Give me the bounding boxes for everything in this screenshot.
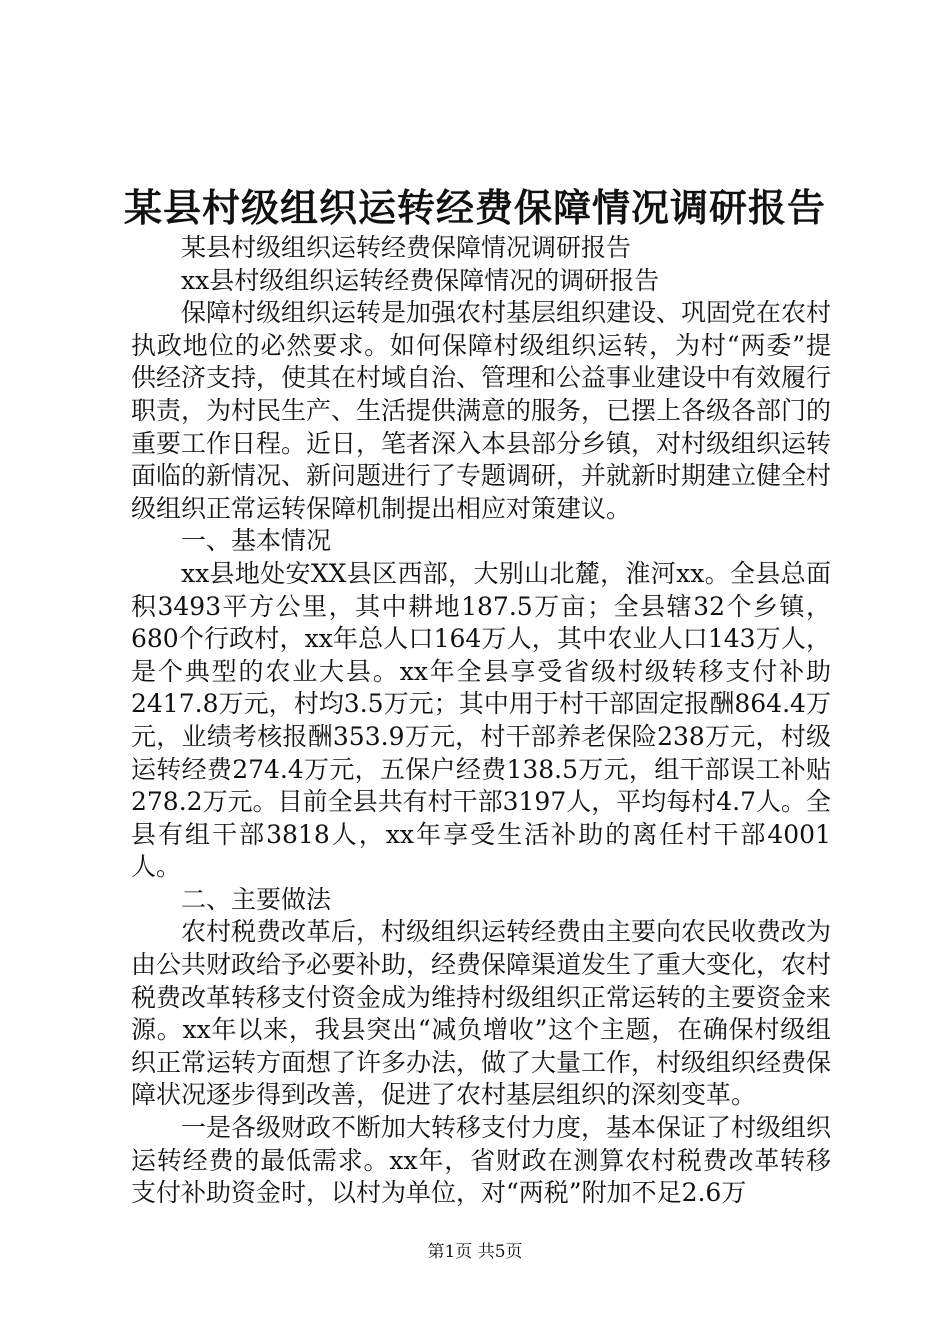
paragraph-subtitle-2: xx县村级组织运转经费保障情况的调研报告 [181, 265, 660, 295]
document-title: 某县村级组织运转经费保障情况调研报告 [123, 185, 826, 230]
page-footer: 第1页 共5页 [427, 1242, 523, 1262]
document-body [131, 232, 831, 1210]
section-heading-basic: 一、基本情况 [181, 526, 332, 556]
paragraph-subtitle: 某县村级组织运转经费保障情况调研报告 [181, 233, 632, 262]
paragraph-practices: 农村税费改革后，村级组织运转经费由主要向农民收费改为由公共财政给予必要补助，经费保障渠道发生了重大变化，农村税费改革转移支付资金成为维持村级组织正常运转的主要资金来源。xx年以来，我县突出“减负增收”这个主题，在确保村级组织正常运转方面想了许多办法，做了大量工作，村级组织经费保障状况逐步得到改善，促进了农村基层组织的深刻变革。 [131, 917, 832, 1110]
paragraph-basic-situation: xx县地处安XX县区西部，大别山北麓，淮河xx。全县总面积3493平方公里，其中耕地187.5万亩；全县辖32个乡镇，680个行政村，xx年总人口164万人，其中农业人口143万人，是个典型的农业大县。xx年全县享受省级村级转移支付补助2417.8万元，村均3.5万元；其中用于村干部固定报酬864.4万元，业绩考核报酬353.9万元，村干部养老保险238万元，村级运转经费274.4万元，五保户经费138.5万元，组干部误工补贴278.2万元。目前全县共有村干部3197人，平均每村4.7人。全县有组干部3818人，xx年享受生活补助的离任村干部4001人。 [131, 558, 831, 882]
paragraph-intro: 保障村级组织运转是加强农村基层组织建设、巩固党在农村执政地位的必然要求。如何保障村级组织运转，为村“两委”提供经济支持，使其在村域自治、管理和公益事业建设中有效履行职责，为村民生产、生活提供满意的服务，已摆上各级各部门的重要工作日程。近日，笔者深入本县部分乡镇，对村级组织运转面临的新情况、新问题进行了专题调研，并就新时期建立健全村级组织正常运转保障机制提出相应对策建议。 [131, 298, 832, 523]
paragraph-point-one: 一是各级财政不断加大转移支付力度，基本保证了村级组织运转经费的最低需求。xx年，省财政在测算农村税费改革转移支付补助资金时，以村为单位，对“两税”附加不足2.6万 [131, 1113, 832, 1208]
section-heading-practices: 二、主要做法 [181, 884, 332, 914]
